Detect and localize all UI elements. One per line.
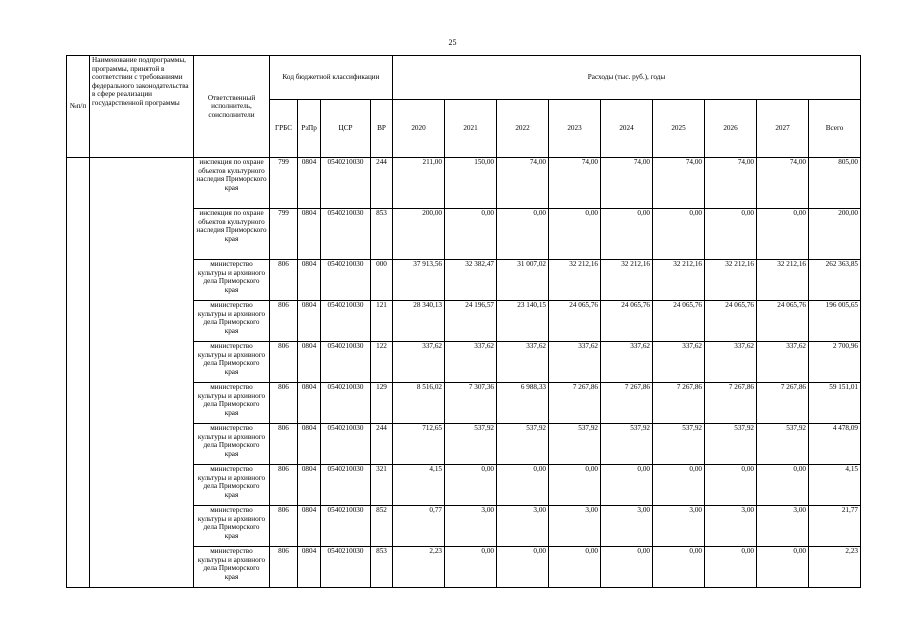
total-cell: 2 700,96 <box>809 342 861 383</box>
year-value-cell: 7 267,86 <box>757 383 809 424</box>
vr-cell: 121 <box>371 301 393 342</box>
year-value-cell: 24 065,76 <box>549 301 601 342</box>
vr-cell: 853 <box>371 209 393 260</box>
csr-cell: 0540210030 <box>321 301 371 342</box>
header-year-8: Всего <box>809 100 861 158</box>
year-value-cell: 537,92 <box>549 424 601 465</box>
year-value-cell: 712,65 <box>393 424 445 465</box>
grbs-cell: 799 <box>270 158 298 209</box>
year-value-cell: 7 267,86 <box>653 383 705 424</box>
budget-table <box>66 55 861 588</box>
year-value-cell: 0,00 <box>757 547 809 588</box>
year-value-cell: 74,00 <box>549 158 601 209</box>
vr-cell: 244 <box>371 158 393 209</box>
table-body <box>67 158 861 588</box>
csr-cell: 0540210030 <box>321 209 371 260</box>
header-name: Наименование подпрограммы, программы, принятой в соответствии с требованиями федерального законодательства в сфере реализации государственной программы <box>90 56 194 158</box>
year-value-cell: 337,62 <box>601 342 653 383</box>
header-executor: Ответственный исполнитель, соисполнители <box>194 56 270 158</box>
year-value-cell: 3,00 <box>601 506 653 547</box>
year-value-cell: 537,92 <box>653 424 705 465</box>
year-value-cell: 0,00 <box>601 547 653 588</box>
year-value-cell: 74,00 <box>497 158 549 209</box>
year-value-cell: 211,00 <box>393 158 445 209</box>
year-value-cell: 0,00 <box>757 465 809 506</box>
table-row <box>67 158 861 209</box>
rzpr-cell: 0804 <box>298 506 321 547</box>
rzpr-cell: 0804 <box>298 342 321 383</box>
total-cell: 2,23 <box>809 547 861 588</box>
year-value-cell: 74,00 <box>705 158 757 209</box>
rzpr-cell: 0804 <box>298 301 321 342</box>
grbs-cell: 806 <box>270 342 298 383</box>
year-value-cell: 0,00 <box>653 547 705 588</box>
year-value-cell: 32 212,16 <box>653 260 705 301</box>
header-year-0: 2020 <box>393 100 445 158</box>
year-value-cell: 32 212,16 <box>549 260 601 301</box>
year-value-cell: 0,00 <box>445 209 497 260</box>
year-value-cell: 24 065,76 <box>757 301 809 342</box>
header-expenses: Расходы (тыс. руб.), годы <box>393 56 861 100</box>
year-value-cell: 7 267,86 <box>601 383 653 424</box>
year-value-cell: 37 913,56 <box>393 260 445 301</box>
year-value-cell: 200,00 <box>393 209 445 260</box>
grbs-cell: 799 <box>270 209 298 260</box>
year-value-cell: 0,00 <box>497 547 549 588</box>
year-value-cell: 32 212,16 <box>705 260 757 301</box>
vr-cell: 000 <box>371 260 393 301</box>
header-year-3: 2023 <box>549 100 601 158</box>
header-code-1: РзПр <box>298 100 321 158</box>
year-value-cell: 0,77 <box>393 506 445 547</box>
vr-cell: 852 <box>371 506 393 547</box>
rzpr-cell: 0804 <box>298 465 321 506</box>
grbs-cell: 806 <box>270 260 298 301</box>
csr-cell: 0540210030 <box>321 342 371 383</box>
vr-cell: 244 <box>371 424 393 465</box>
executor-cell: министерство культуры и архивного дела Приморского края <box>194 465 270 506</box>
csr-cell: 0540210030 <box>321 158 371 209</box>
year-value-cell: 32 212,16 <box>757 260 809 301</box>
grbs-cell: 806 <box>270 301 298 342</box>
year-value-cell: 337,62 <box>393 342 445 383</box>
table-header <box>67 56 861 158</box>
header-year-2: 2022 <box>497 100 549 158</box>
rzpr-cell: 0804 <box>298 547 321 588</box>
page-number: 25 <box>448 38 457 47</box>
year-value-cell: 4,15 <box>393 465 445 506</box>
grbs-cell: 806 <box>270 424 298 465</box>
year-value-cell: 0,00 <box>549 209 601 260</box>
year-value-cell: 31 007,02 <box>497 260 549 301</box>
year-value-cell: 24 065,76 <box>653 301 705 342</box>
header-code-0: ГРБС <box>270 100 298 158</box>
csr-cell: 0540210030 <box>321 465 371 506</box>
year-value-cell: 24 065,76 <box>705 301 757 342</box>
total-cell: 262 363,85 <box>809 260 861 301</box>
year-value-cell: 537,92 <box>757 424 809 465</box>
header-year-7: 2027 <box>757 100 809 158</box>
executor-cell: министерство культуры и архивного дела Приморского края <box>194 301 270 342</box>
executor-cell: министерство культуры и архивного дела Приморского края <box>194 547 270 588</box>
grbs-cell: 806 <box>270 547 298 588</box>
year-value-cell: 0,00 <box>653 465 705 506</box>
total-cell: 200,00 <box>809 209 861 260</box>
year-value-cell: 337,62 <box>497 342 549 383</box>
year-value-cell: 0,00 <box>445 465 497 506</box>
year-value-cell: 3,00 <box>549 506 601 547</box>
header-year-5: 2025 <box>653 100 705 158</box>
year-value-cell: 0,00 <box>705 547 757 588</box>
rzpr-cell: 0804 <box>298 383 321 424</box>
year-value-cell: 337,62 <box>653 342 705 383</box>
year-value-cell: 3,00 <box>497 506 549 547</box>
year-value-cell: 0,00 <box>497 465 549 506</box>
year-value-cell: 0,00 <box>653 209 705 260</box>
header-num: №п/п <box>67 56 90 158</box>
executor-cell: министерство культуры и архивного дела Приморского края <box>194 342 270 383</box>
executor-cell: министерство культуры и архивного дела Приморского края <box>194 506 270 547</box>
executor-cell: министерство культуры и архивного дела Приморского края <box>194 424 270 465</box>
year-value-cell: 7 267,86 <box>549 383 601 424</box>
year-value-cell: 537,92 <box>497 424 549 465</box>
grbs-cell: 806 <box>270 465 298 506</box>
csr-cell: 0540210030 <box>321 424 371 465</box>
header-year-1: 2021 <box>445 100 497 158</box>
header-code-2: ЦСР <box>321 100 371 158</box>
num-cell <box>67 158 90 588</box>
year-value-cell: 3,00 <box>445 506 497 547</box>
year-value-cell: 0,00 <box>445 547 497 588</box>
executor-cell: инспекция по охране объектов культурного наследия Приморского края <box>194 209 270 260</box>
year-value-cell: 32 212,16 <box>601 260 653 301</box>
total-cell: 4 478,09 <box>809 424 861 465</box>
year-value-cell: 3,00 <box>757 506 809 547</box>
year-value-cell: 337,62 <box>757 342 809 383</box>
year-value-cell: 537,92 <box>705 424 757 465</box>
year-value-cell: 28 340,13 <box>393 301 445 342</box>
rzpr-cell: 0804 <box>298 158 321 209</box>
header-code-3: ВР <box>371 100 393 158</box>
rzpr-cell: 0804 <box>298 260 321 301</box>
executor-cell: министерство культуры и архивного дела Приморского края <box>194 260 270 301</box>
header-year-6: 2026 <box>705 100 757 158</box>
year-value-cell: 0,00 <box>601 465 653 506</box>
rzpr-cell: 0804 <box>298 209 321 260</box>
csr-cell: 0540210030 <box>321 383 371 424</box>
year-value-cell: 2,23 <box>393 547 445 588</box>
year-value-cell: 150,00 <box>445 158 497 209</box>
year-value-cell: 7 267,86 <box>705 383 757 424</box>
vr-cell: 321 <box>371 465 393 506</box>
year-value-cell: 537,92 <box>445 424 497 465</box>
year-value-cell: 337,62 <box>445 342 497 383</box>
grbs-cell: 806 <box>270 383 298 424</box>
header-year-4: 2024 <box>601 100 653 158</box>
year-value-cell: 0,00 <box>705 209 757 260</box>
header-budget-code: Код бюджетной классификации <box>270 56 393 100</box>
year-value-cell: 337,62 <box>705 342 757 383</box>
year-value-cell: 32 382,47 <box>445 260 497 301</box>
rzpr-cell: 0804 <box>298 424 321 465</box>
year-value-cell: 537,92 <box>601 424 653 465</box>
year-value-cell: 23 140,15 <box>497 301 549 342</box>
year-value-cell: 74,00 <box>757 158 809 209</box>
total-cell: 805,00 <box>809 158 861 209</box>
vr-cell: 853 <box>371 547 393 588</box>
year-value-cell: 3,00 <box>705 506 757 547</box>
year-value-cell: 8 516,02 <box>393 383 445 424</box>
year-value-cell: 0,00 <box>497 209 549 260</box>
year-value-cell: 24 065,76 <box>601 301 653 342</box>
name-cell <box>90 158 194 588</box>
csr-cell: 0540210030 <box>321 506 371 547</box>
csr-cell: 0540210030 <box>321 547 371 588</box>
year-value-cell: 74,00 <box>653 158 705 209</box>
year-value-cell: 0,00 <box>757 209 809 260</box>
total-cell: 59 151,01 <box>809 383 861 424</box>
csr-cell: 0540210030 <box>321 260 371 301</box>
year-value-cell: 6 988,33 <box>497 383 549 424</box>
total-cell: 196 005,65 <box>809 301 861 342</box>
year-value-cell: 0,00 <box>549 465 601 506</box>
year-value-cell: 74,00 <box>601 158 653 209</box>
vr-cell: 122 <box>371 342 393 383</box>
grbs-cell: 806 <box>270 506 298 547</box>
vr-cell: 129 <box>371 383 393 424</box>
year-value-cell: 24 196,57 <box>445 301 497 342</box>
year-value-cell: 337,62 <box>549 342 601 383</box>
executor-cell: министерство культуры и архивного дела Приморского края <box>194 383 270 424</box>
total-cell: 4,15 <box>809 465 861 506</box>
year-value-cell: 0,00 <box>601 209 653 260</box>
year-value-cell: 0,00 <box>549 547 601 588</box>
total-cell: 21,77 <box>809 506 861 547</box>
year-value-cell: 0,00 <box>705 465 757 506</box>
year-value-cell: 3,00 <box>653 506 705 547</box>
year-value-cell: 7 307,36 <box>445 383 497 424</box>
executor-cell: инспекция по охране объектов культурного наследия Приморского края <box>194 158 270 209</box>
